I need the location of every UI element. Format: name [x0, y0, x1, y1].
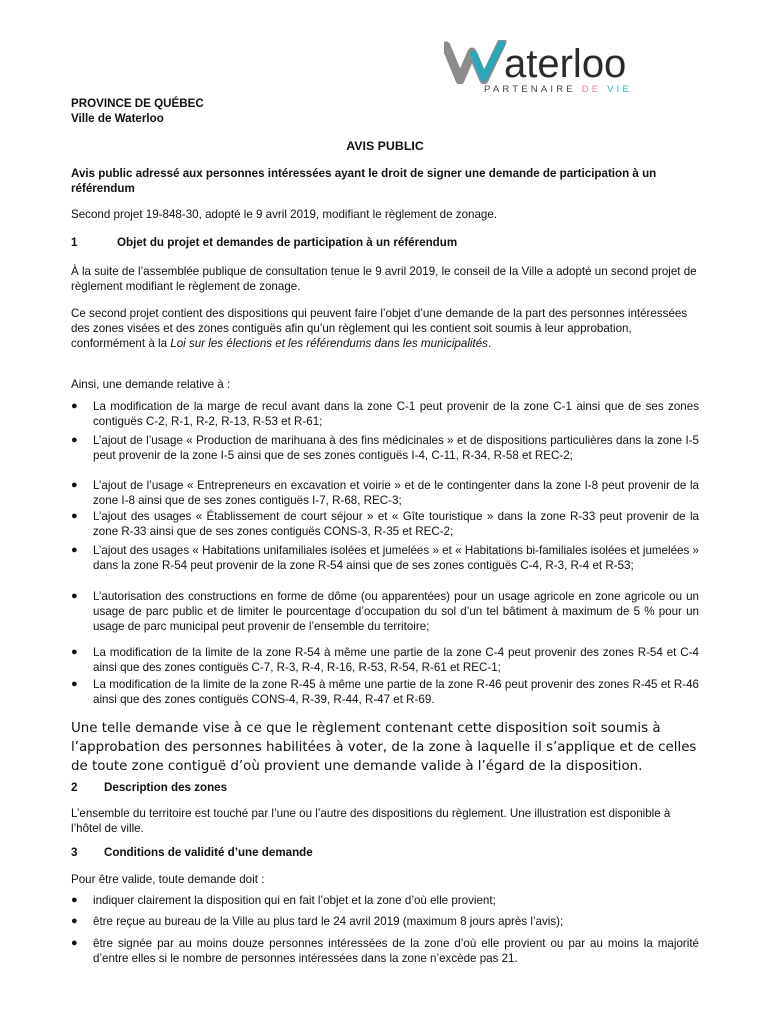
waterloo-logo	[444, 40, 699, 102]
section-2-title: Description des zones	[104, 781, 228, 794]
section-2-number: 2	[71, 781, 78, 794]
section-1-title: Objet du projet et demandes de participation à un référendum	[117, 236, 458, 249]
section-3-lead: Pour être valide, toute demande doit :	[71, 873, 265, 886]
section-1-closing: Une telle demande vise à ce que le règlement contenant cette disposition soit soumis à l’approbation des personnes habilitées à voter, de la zone à laquelle il s’applique et de celles de toute zone contiguë d’où provient une demande valide à l’égard de la disposition.	[71, 721, 697, 774]
province-heading: PROVINCE DE QUÉBEC	[71, 97, 204, 110]
page-title: AVIS PUBLIC	[346, 139, 424, 153]
logo-wordmark: aterloo	[504, 42, 627, 86]
section-1-paragraph-1: À la suite de l’assemblée publique de consultation tenue le 9 avril 2019, le conseil de la Ville a adopté un second projet de règlement modifiant le règlement de zonage.	[71, 265, 697, 293]
project-line: Second projet 19-848-30, adopté le 9 avril 2019, modifiant le règlement de zonage.	[71, 208, 498, 221]
logo-tagline: PARTENAIRE DE VIE	[484, 84, 633, 95]
section-1-number: 1	[71, 236, 78, 249]
section-1-paragraph-2: Ce second projet contient des dispositions qui peuvent faire l’objet d’une demande de la part des personnes intéressées des zones visées et des zones contiguës afin qu’un règlement qui les contient soit soumis à leur approbation, conformément à la Loi sur les élections et les référendums dans les municipalités.	[71, 307, 688, 350]
document-page: aterloo PARTENAIRE DE VIE PROVINCE DE QUÉBEC Ville de Waterloo AVIS PUBLIC Avis public adressé aux personnes intéressées ayant le droit de signer une demande de participation à un référendum Second projet 19-848-30, adopté le 9 avril 2019, modifiant le règlement de zonage. 1 Objet du projet et demandes de participation à un référendum À la suite de l’assemblée publique de consultation tenue le 9 avril 2019, le conseil de la Ville a adopté un second projet de règlement modifiant le règlement de zonage. Ce second projet contient des dispositions qui peuvent faire l’objet d’une demande de la part des personnes intéressées des zones visées et des zones contiguës afin qu’un règlement qui les contient soit soumis à leur approbation, conformément à la Loi sur les élections et les référendums dans les municipalités. Ainsi, une demande relative à : ● La modification de la marge de recul avant dans la zone C-1 peut provenir de la zone C-1 ainsi que de ses zones contiguës C-2, R-1, R-2, R-13, R-53 et R-61; ● L’ajout de l’usage « Production de marihuana à des fins médicinales » et de dispositions particulières dans la zone I-5 peut provenir de la zone I-5 ainsi que de ses zones contiguës I-4, C-11, R-34, R-58 et REC-2; ● L’ajout de l’usage « Entrepreneurs en excavation et voirie » et de le contingenter dans la zone I-8 peut provenir de la zone I-8 ainsi que de ses zones contiguës I-7, R-68, REC-3; ● L’ajout des usages « Établissement de court séjour » et « Gîte touristique » dans la zone R-33 peut provenir de la zone R-33 ainsi que de ses zones contiguës CONS-3, R-35 et REC-2; ● L’ajout des usages « Habitations unifamiliales isolées et jumelées » et « Habitations bi-familiales isolées et jumelées » dans la zone R-54 peut provenir de la zone R-54 ainsi que de ses zones contiguës C-4, R-3, R-4 et R-53; ● L’autorisation des constructions en forme de dôme (ou apparentées) pour un usage agricole en zone agricole ou un usage de parc public et de limiter le pourcentage d’occupation du sol d’un tel bâtiment à maximum de 5 % pour un usage de parc municipal peut provenir de l’ensemble du territoire; ● La modification de la limite de la zone R-54 à même une partie de la zone C-4 peut provenir des zones R-54 et C-4 ainsi que des zones contiguës C-7, R-3, R-4, R-16, R-53, R-54, R-61 et REC-1; ● La modification de la limite de la zone R-45 à même une partie de la zone R-46 peut provenir des zones R-45 et R-46 ainsi que des zones contiguës CONS-4, R-39, R-44, R-47 et R-69. Une telle demande vise à ce que le règlement contenant cette disposition soit soumis à l’approbation des personnes habilitées à voter, de la zone à laquelle il s’applique et de celles de toute zone contiguë d’où provient une demande valide à l’égard de la disposition. 2 Description des zones L’ensemble du territoire est touché par l’une ou l’autre des dispositions du règlement. Une illustration est disponible à l’hôtel de ville. 3 Conditions de validité d’une demande Pour être valide, toute demande doit : ● indiquer clairement la disposition qui en fait l’objet et la zone d’où elle provient; ● être reçue au bureau de la Ville au plus tard le 24 avril 2019 (maximum 8 jours après l’avis); ● être signée par au moins douze personnes intéressées de la zone d’où elle provient ou par au moins la majorité d’entre elles si le nombre de personnes intéressées dans la zone n’excède pas 21.	[71, 42, 699, 965]
notice-subtitle: Avis public adressé aux personnes intéressées ayant le droit de signer une demande de participation à un référendum	[71, 167, 657, 195]
city-heading: Ville de Waterloo	[71, 112, 164, 125]
section-3-number: 3	[71, 846, 78, 859]
section-1-lead: Ainsi, une demande relative à :	[71, 378, 231, 391]
section-2-paragraph: L’ensemble du territoire est touché par l’une ou l’autre des dispositions du règlement. Une illustration est disponible à l’hôtel de ville.	[71, 807, 671, 835]
section-3-title: Conditions de validité d’une demande	[104, 846, 313, 859]
